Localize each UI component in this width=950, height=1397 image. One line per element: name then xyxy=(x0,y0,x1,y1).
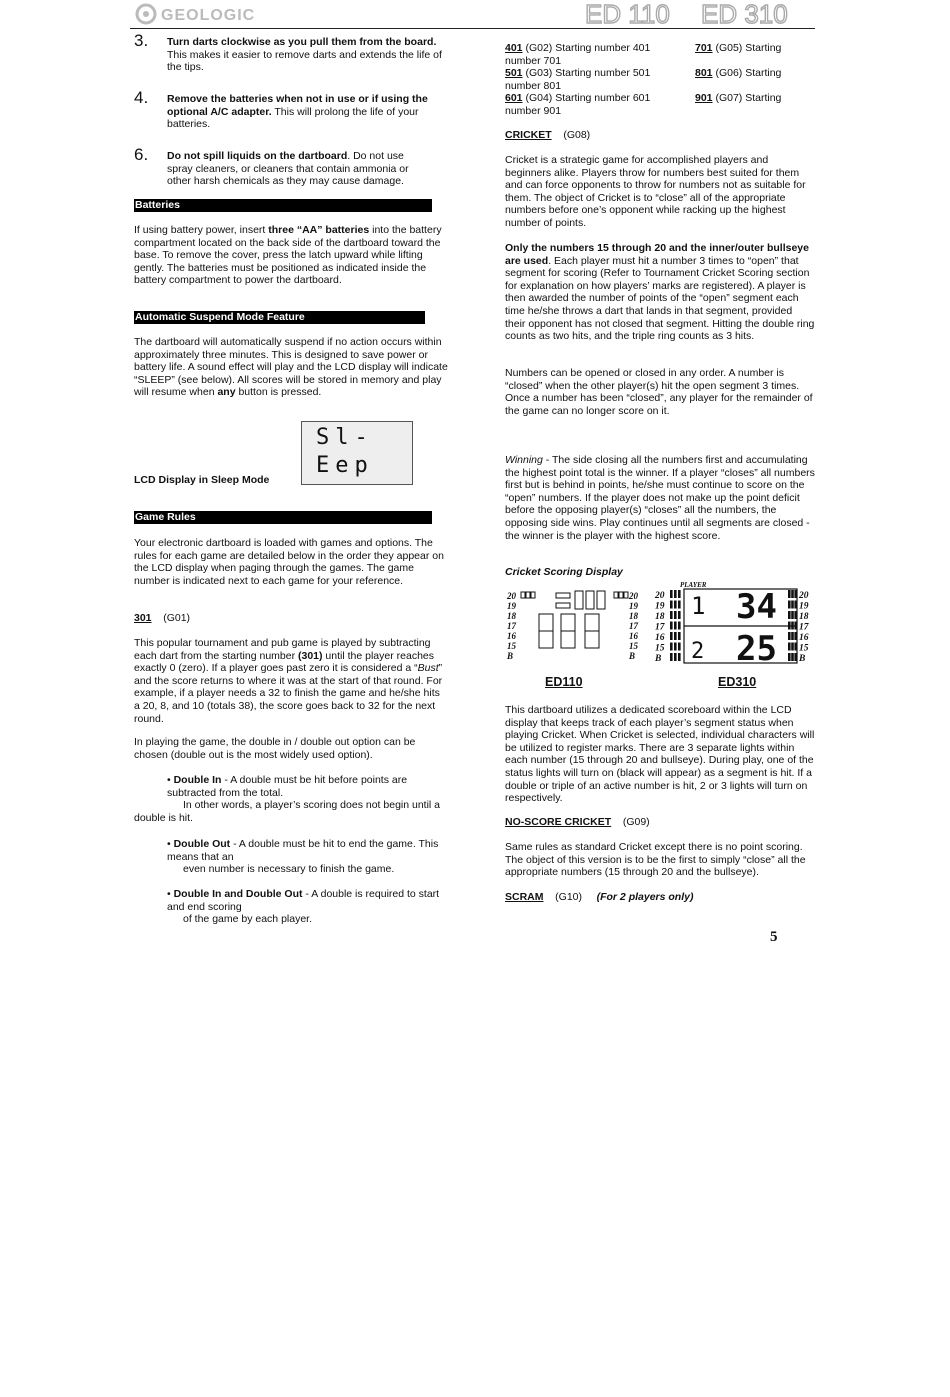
item-3: Turn darts clockwise as you pull them from the board. This makes it easier to remove darts and extends the life of the tips. xyxy=(167,36,442,74)
model-2: ED 310 xyxy=(701,2,788,26)
ed310-left-row-label: 16 xyxy=(655,633,665,643)
ed310-status-light-left xyxy=(678,632,681,640)
ed310-top-player: 1 xyxy=(691,592,706,620)
item-3-number: 3. xyxy=(134,31,149,50)
ed310-status-light-right xyxy=(794,632,797,640)
ed310-status-light-left xyxy=(678,601,681,609)
ed310-left-row-label: 20 xyxy=(655,591,665,601)
cricket-intro: Cricket is a strategic game for accomplished players and beginners alike. Players throw for numbers best suited for them and can force opponents to throw for numbers not as suitable for them. The object of Cricket is to “close” all of the appropriate numbers before one’s opponent while racking up the highest number of points. xyxy=(505,154,806,229)
ed110-left-row-label: 20 xyxy=(507,591,516,601)
scram-heading: SCRAM (G10) (For 2 players only) xyxy=(505,891,694,903)
game-rules-heading: Game Rules xyxy=(134,511,432,524)
ed310-status-light-right xyxy=(788,643,791,651)
ed310-right-row-label: 15 xyxy=(799,643,809,654)
ed310-status-light-right xyxy=(791,653,794,661)
ed310-status-light-right xyxy=(791,632,794,640)
suspend-text: The dartboard will automatically suspend if no action occurs within approximately three minutes. This is designed to save power or battery life. A sound effect will play and the LCD display will indicate “SLEEP” (see below). All scores will be stored in memory and play will resume when any button is pressed. xyxy=(134,336,448,399)
ed310-player-label: PLAYER xyxy=(680,581,707,589)
ed310-status-light-left xyxy=(670,611,673,619)
batteries-text: If using battery power, insert three “AA” batteries into the battery compartment located on the back side of the dartboard toward the base. To remove the cover, press the latch upward while lifting gently. The batteries must be positioned as indicated inside the battery compartment to power the dartboard. xyxy=(134,224,442,287)
cricket-winning: Winning - The side closing all the numbers first and accumulating the highest point total is the winner. If a player “closes” all numbers first but is behind in points, he/she must continue to score on the “open” numbers. If the player does not make up the point deficit before the opposing player(s) “closes” all the numbers, the opposing side wins. Play continues until all segments are closed - the winner is the player with the highest score. xyxy=(505,454,815,542)
cricket-heading: CRICKET (G08) xyxy=(505,129,591,141)
g301-options: In playing the game, the double in / double out option can be chosen (double out is the most widely used option). xyxy=(134,736,416,761)
ed110-label: ED110 xyxy=(545,675,583,689)
ed310-status-light-left xyxy=(674,601,677,609)
g301-text: This popular tournament and pub game is played by subtracting each dart from the starting number (301) until the player reaches exactly 0 (zero). If a player goes past zero it is considered a “Bust” and the score returns to where it was at the start of that round. For example, if a player needs a 32 to finish the game and he/she hits a 20, 8, and 10 (totals 38), the score goes back to 32 for the next round. xyxy=(134,637,443,725)
ed310-left-row-label: 19 xyxy=(655,601,665,612)
ed310-status-light-right xyxy=(788,632,791,640)
noscore-heading: NO-SCORE CRICKET (G09) xyxy=(505,816,650,828)
ed110-right-row-label: 16 xyxy=(629,631,638,641)
lcd-sleep-line-2: Eep xyxy=(316,453,374,478)
item-6-number: 6. xyxy=(134,145,149,164)
page-number: 5 xyxy=(770,929,778,945)
ed310-status-light-left xyxy=(670,632,673,640)
ed310-status-light-right xyxy=(791,590,794,598)
ed310-status-light-left xyxy=(678,643,681,651)
ed110-right-row-label: 20 xyxy=(629,591,638,601)
ed310-right-row-label: 17 xyxy=(799,622,809,633)
ed310-left-row-label: 17 xyxy=(655,622,665,633)
ed110-left-row-label: 17 xyxy=(507,621,516,631)
ed110-right-row-label: 15 xyxy=(629,641,638,651)
ed310-status-light-right xyxy=(791,611,794,619)
game-rules-intro: Your electronic dartboard is loaded with games and options. The rules for each game are detailed below in the order they appear on the LCD display when paging through the games. The game number is indicated next to each game for your reference. xyxy=(134,537,444,587)
ed310-status-light-left xyxy=(674,611,677,619)
g301-heading: 301 (G01) xyxy=(134,612,191,624)
ed310-bottom-score: 25 xyxy=(736,629,777,666)
ed310-status-light-right xyxy=(788,590,791,598)
double-out: • Double Out - A double must be hit to end the game. This means that an even number is necessary to finish the game. xyxy=(167,838,439,876)
model-1: ED 110 xyxy=(585,2,670,26)
noscore-text: Same rules as standard Cricket except there is no point scoring. The object of this version is to be the first to simply “close” all the appropriate numbers (15 through 20 and the bullseye). xyxy=(505,841,806,879)
ed310-left-row-label: 18 xyxy=(655,612,665,622)
ed310-status-light-left xyxy=(678,653,681,661)
ed310-status-light-right xyxy=(791,601,794,609)
lcd-sleep-caption: LCD Display in Sleep Mode xyxy=(134,474,270,486)
ed310-status-light-left xyxy=(670,653,673,661)
ed310-lcd-illustration xyxy=(654,578,814,666)
ed310-right-row-label: 20 xyxy=(799,591,809,601)
geologic-logo xyxy=(135,0,260,26)
cricket-rules: Only the numbers 15 through 20 and the inner/outer bullseye are used. Each player must hit a number 3 times to “open” that segment for scoring (Refer to Tournament Cricket Scoring section for explanation on how players’ marks are registered). A player is then awarded the number of points of the “open” segment each time he/she throws a dart that lands in that segment, provided their opponent has not closed that segment. Hitting the double ring counts as two hits, and the triple ring counts as 3 hits. xyxy=(505,242,815,343)
ed110-right-row-label: B xyxy=(629,651,636,661)
ed110-left-row-label: 15 xyxy=(507,641,516,651)
ed110-right-row-label: 17 xyxy=(629,621,638,631)
ed110-lcd-illustration xyxy=(505,588,643,664)
ed310-status-light-left xyxy=(674,643,677,651)
ed310-status-light-right xyxy=(794,622,797,630)
ed310-right-row-label: B xyxy=(799,654,806,664)
item-6: Do not spill liquids on the dartboard. Do not use spray cleaners, or cleaners that contain ammonia or other harsh chemicals as they may cause damage. xyxy=(167,150,409,188)
suspend-heading: Automatic Suspend Mode Feature xyxy=(134,311,425,324)
ed310-right-row-label: 19 xyxy=(799,601,809,612)
ed310-status-light-right xyxy=(788,611,791,619)
ed310-status-light-left xyxy=(674,632,677,640)
display-explanation: This dartboard utilizes a dedicated scoreboard within the LCD display that keeps track of each player’s segment status when playing Cricket. When Cricket is selected, individual characters will be utilized to register marks. There are 3 separate lights within each number (15 through 20 and bullseye). During play, one of the status lights will turn on (black will appear) as a segment is hit. If a double or triple of an active number is hit, 2 or 3 lights will turn on respectively. xyxy=(505,704,815,805)
lcd-sleep-display xyxy=(301,421,413,485)
ed110-left-row-label: 16 xyxy=(507,631,516,641)
lcd-sleep-line-1: Sl- xyxy=(316,425,374,450)
ed310-status-light-left xyxy=(678,590,681,598)
ed310-left-row-label: B xyxy=(655,654,662,664)
brand-text: GEOLOGIC xyxy=(161,7,256,24)
ed310-status-light-left xyxy=(670,643,673,651)
item-4-number: 4. xyxy=(134,88,149,107)
ed310-status-light-left xyxy=(674,590,677,598)
ed110-left-row-label: B xyxy=(507,651,514,661)
header-rule xyxy=(130,28,815,29)
ed310-status-light-left xyxy=(678,611,681,619)
game-401: 401 (G02) Starting number 401 number 701 501 (G03) Starting number 501 number 801 601 (G04) Starting number 601 number 901 xyxy=(505,42,651,117)
ed310-status-light-right xyxy=(791,622,794,630)
ed110-left-row-label: 18 xyxy=(507,611,516,621)
ed310-status-light-right xyxy=(788,653,791,661)
ed310-status-light-left xyxy=(674,622,677,630)
ed310-status-light-left xyxy=(670,590,673,598)
item-4: Remove the batteries when not in use or if using the optional A/C adapter. This will prolong the life of your batteries. xyxy=(167,93,428,131)
ed110-right-row-label: 19 xyxy=(629,601,638,611)
ed310-status-light-right xyxy=(794,590,797,598)
scoring-display-title: Cricket Scoring Display xyxy=(505,566,623,578)
ed310-top-score: 34 xyxy=(736,587,777,627)
ed310-status-light-right xyxy=(794,643,797,651)
ed310-status-light-left xyxy=(670,622,673,630)
ed310-status-light-right xyxy=(794,611,797,619)
ed310-bottom-player: 2 xyxy=(691,639,705,664)
double-in: • Double In - A double must be hit before points are subtracted from the total. In other words, a player’s scoring does not begin until a double is hit. xyxy=(134,774,441,824)
ed310-right-row-label: 16 xyxy=(799,633,809,643)
model-names xyxy=(585,2,810,26)
ed310-label: ED310 xyxy=(718,675,757,689)
double-in-out: • Double In and Double Out - A double is required to start and end scoring of the game by each player. xyxy=(167,888,440,926)
ed310-status-light-left xyxy=(678,622,681,630)
ed310-status-light-right xyxy=(791,643,794,651)
ed310-status-light-left xyxy=(670,601,673,609)
ed310-status-light-right xyxy=(794,601,797,609)
ed310-status-light-right xyxy=(788,622,791,630)
ed310-status-light-right xyxy=(794,653,797,661)
ed310-status-light-right xyxy=(788,601,791,609)
ed110-left-row-label: 19 xyxy=(507,601,516,611)
game-701: 701 (G05) Starting 801 (G06) Starting 901 (G07) Starting xyxy=(695,42,782,105)
cricket-closing: Numbers can be opened or closed in any order. A number is “closed” when the other player(s) hit the open segment 3 times. Once a number has been “closed”, any player for the remainder of the game can no longer score on it. xyxy=(505,367,813,417)
ed110-right-row-label: 18 xyxy=(629,611,638,621)
ed310-right-row-label: 18 xyxy=(799,612,809,622)
batteries-heading: Batteries xyxy=(134,199,432,212)
ed310-status-light-left xyxy=(674,653,677,661)
ed310-left-row-label: 15 xyxy=(655,643,665,654)
